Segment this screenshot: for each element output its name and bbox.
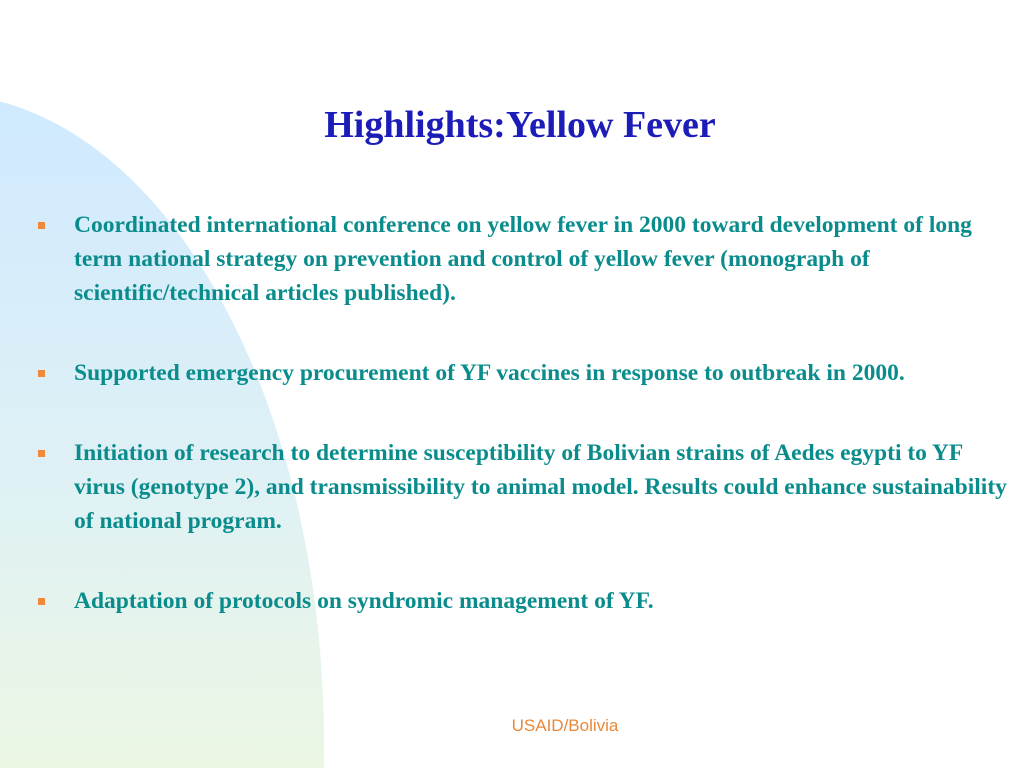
bullet-text: Coordinated international conference on yellow fever in 2000 toward development of long term national strategy on prevention and control of yellow fever (monograph of scientific/technical articles published). [74,212,972,306]
bullet-text: Adaptation of protocols on syndromic management of YF. [74,588,654,614]
bullet-item [34,584,1016,618]
square-bullet-icon [38,222,45,229]
footer-source: USAID/Bolivia [511,716,619,735]
square-bullet-icon [38,370,45,377]
bullet-text: Supported emergency procurement of YF vaccines in response to outbreak in 2000. [74,360,905,386]
bullet-item [34,436,1016,538]
square-bullet-icon [38,450,45,457]
slide-title: Highlights:Yellow Fever [324,104,716,146]
bullet-list [34,208,1016,664]
bullet-item [34,356,1016,390]
bullet-item [34,208,1016,310]
square-bullet-icon [38,598,45,605]
bullet-text: Initiation of research to determine susceptibility of Bolivian strains of Aedes egypti to YF virus (genotype 2), and transmissibility to animal model. Results could enhance sustainability of national program. [74,440,1007,534]
